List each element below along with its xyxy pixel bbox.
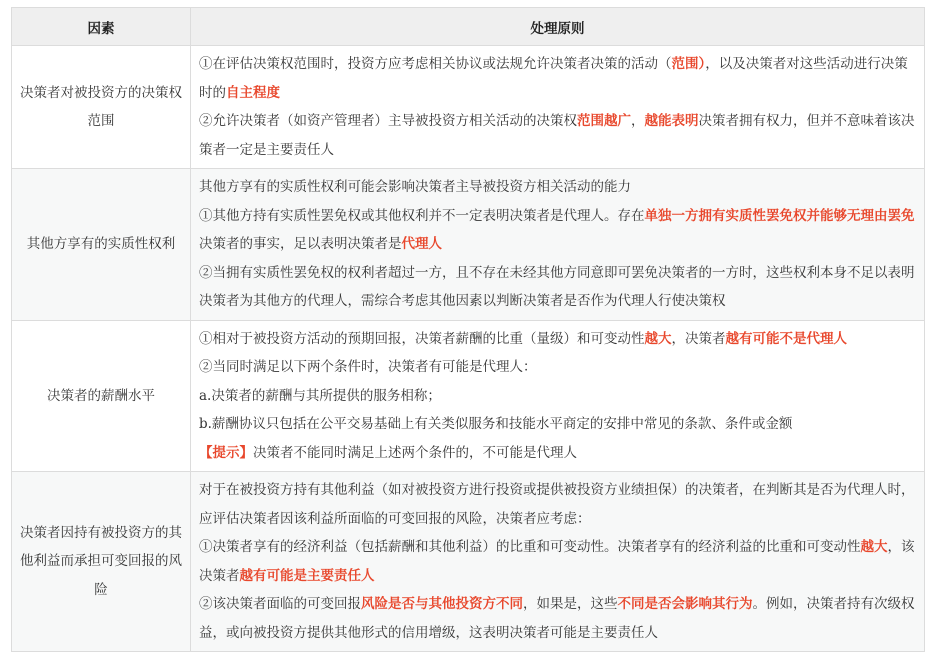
factor-cell: 决策者的薪酬水平 <box>12 320 191 472</box>
body-text: ， <box>631 113 645 129</box>
principle-cell <box>191 472 925 652</box>
highlighted-text: 越大 <box>644 330 672 347</box>
body-text: ②该决策者面临的可变回报 <box>199 596 361 612</box>
body-text: ①决策者享有的经济利益（包括薪酬和其他利益）的比重和可变动性。决策者享有的经济利益的比重和可变动性 <box>199 539 861 555</box>
highlighted-text: 风险是否与其他投资方不同 <box>361 596 523 612</box>
principles-table <box>11 7 925 652</box>
principle-cell <box>191 169 925 321</box>
table-row <box>12 320 925 472</box>
header-factor: 因素 <box>12 8 191 46</box>
body-text: 其他方享有的实质性权利可能会影响决策者主导被投资方相关活动的能力 <box>199 179 631 195</box>
principle-paragraph <box>199 533 916 590</box>
factor-cell: 决策者因持有被投资方的其他利益而承担可变回报的风险 <box>12 472 191 652</box>
principle-paragraph <box>199 325 916 354</box>
highlighted-text: 不同是否会影响其行为 <box>617 596 753 612</box>
principle-cell <box>191 46 925 169</box>
principle-paragraph <box>199 476 916 533</box>
principle-paragraph <box>199 353 916 382</box>
principle-paragraph <box>199 590 916 647</box>
body-text: ，决策者 <box>671 330 726 347</box>
body-text: b.薪酬协议只包括在公平交易基础上有关类似服务和技能水平商定的安排中常见的条款、条件或金额 <box>199 416 793 432</box>
table-row <box>12 46 925 169</box>
principle-paragraph <box>199 107 916 164</box>
body-text: ①其他方持有实质性罢免权或其他权利并不一定表明决策者是代理人。存在 <box>199 207 645 224</box>
highlighted-text: 越有可能不是代理人 <box>725 330 847 347</box>
principle-paragraph <box>199 50 916 107</box>
factor-cell: 其他方享有的实质性权利 <box>12 169 191 321</box>
body-text: 决策者不能同时满足上述两个条件的，不可能是代理人 <box>253 444 577 461</box>
factor-cell: 决策者对被投资方的决策权范围 <box>12 46 191 169</box>
highlighted-text: 越能表明 <box>644 113 699 129</box>
body-text: ②当拥有实质性罢免权的权利者超过一方，且不存在未经其他方同意即可罢免决策者的一方时，这些权利本身不足以表明决策者为其他方的代理人，需综合考虑其他因素以判断决策者是否作为代理人行使决策权 <box>199 264 915 309</box>
principle-paragraph <box>199 382 916 411</box>
principle-paragraph <box>199 439 916 468</box>
body-text: ，以及决策者对这些活动进行决策时的 <box>199 56 908 101</box>
highlighted-text: 自主程度 <box>226 84 280 101</box>
principle-paragraph <box>199 173 916 202</box>
table-row <box>12 472 925 652</box>
highlighted-text: 【提示】 <box>199 444 253 461</box>
highlighted-text: 范围） <box>671 56 706 72</box>
body-text: ①相对于被投资方活动的预期回报，决策者薪酬的比重（量级）和可变动性 <box>199 330 645 347</box>
body-text: 决策者的事实，足以表明决策者是 <box>199 236 402 252</box>
table-header-row <box>12 8 925 46</box>
table-row <box>12 169 925 321</box>
body-text: ②允许决策者（如资产管理者）主导被投资方相关活动的决策权 <box>199 113 577 129</box>
body-text: ，该决策者 <box>199 539 915 584</box>
body-text: ②当同时满足以下两个条件时，决策者有可能是代理人： <box>199 359 537 375</box>
body-text: 对于在被投资方持有其他利益（如对被投资方进行投资或提供被投资方业绩担保）的决策者，在判断其是否为代理人时，应评估决策者因该利益所面临的可变回报的风险，决策者应考虑： <box>199 482 915 527</box>
body-text: ，如果是，这些 <box>523 596 618 612</box>
body-text: a.决策者的薪酬与其所提供的服务相称； <box>199 387 441 404</box>
highlighted-text: 单独一方拥有实质性罢免权并能够无理由罢免 <box>644 207 915 224</box>
principle-cell <box>191 320 925 472</box>
header-principle: 处理原则 <box>191 8 925 46</box>
highlighted-text: 范围越广 <box>577 113 631 129</box>
highlighted-text: 越有可能是主要责任人 <box>239 567 375 584</box>
body-text: 决策者拥有权力，但并不意味着该决策者一定是主要责任人 <box>199 113 915 158</box>
body-text: ①在评估决策权范围时，投资方应考虑相关协议或法规允许决策者决策的活动（ <box>199 56 672 72</box>
highlighted-text: 代理人 <box>401 236 442 252</box>
principle-paragraph <box>199 259 916 316</box>
highlighted-text: 越大 <box>860 539 888 555</box>
principle-paragraph <box>199 202 916 259</box>
principle-paragraph <box>199 410 916 439</box>
body-text: 。例如，决策者持有次级权益，或向被投资方提供其他形式的信用增级，这表明决策者可能是主要责任人 <box>199 596 915 641</box>
